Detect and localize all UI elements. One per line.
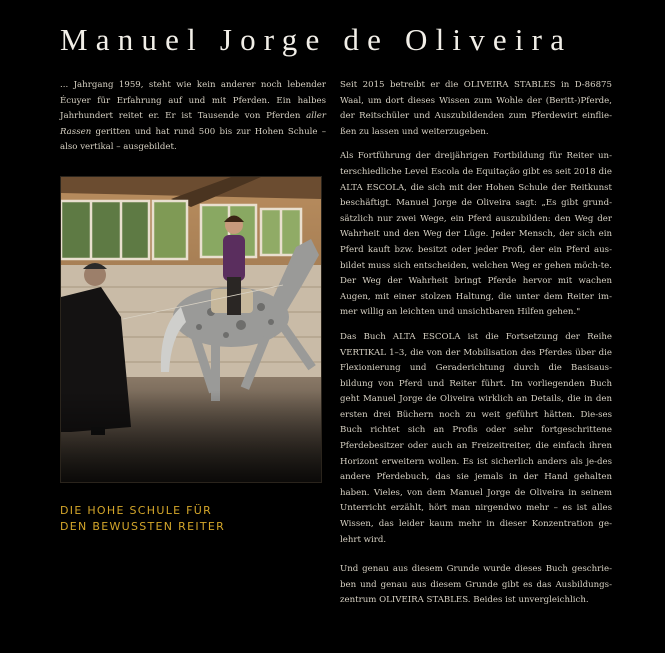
book-title: Manuel Jorge de Oliveira xyxy=(60,22,573,57)
riding-photo xyxy=(60,176,322,483)
rider-horse-photo-icon xyxy=(61,177,321,482)
paragraph-closing: Und genau aus diesem Grunde wurde dieses Buch geschrie-ben und genau aus diesem Grunde gibt es das Ausbildungs-zentrum OLIVEIRA STABLES. Beides ist unvergleichlich. xyxy=(340,564,612,606)
subheading xyxy=(60,503,320,535)
subheading-line-2: DEN BEWUSSTEN REITER xyxy=(60,520,226,533)
subheading-line-1: DIE HOHE SCHULE FÜR xyxy=(60,504,213,517)
paragraph-stables: Seit 2015 betreibt er die OLIVEIRA STABLES in D-86875 Waal, um dort dieses Wissen zum Wohle der (Beritt-)Pferde, der Reitschüler und Auszubildenden zum Pferdewirt einflie-ßen zu lassen und weiterzugeben. xyxy=(340,80,612,137)
intro-paragraph xyxy=(60,78,326,156)
paragraph-book: Das Buch ALTA ESCOLA ist die Fortsetzung der Reihe VERTIKAL 1–3, die von der Mobilisation des Pferdes über die Flexionierung und Geraderichtung durch die Basisaus-bildung von Pferd und Reiter führt. Im vorliegenden Buch geht Manuel Jorge de Oliveira wirklich an Details, die in den ersten drei Büchern noch zu weit geführt hätten. Die-ses Buch richtet sich an Profis oder sehr fortgeschrittene Pferdebesitzer oder auch an Freizeitreiter, die einfach ihren Horizont erweitern wollen. Es ist sicherlich anders als je-des andere Pferdebuch, das sie jemals in der Hand gehalten haben. Vieles, von dem Manuel Jorge de Oliveira in seinem Unterricht erzählt, hört man nirgendwo mehr – es ist alles Wissen, das leider kaum mehr in dieser Konzentration ge-lehrt wird. xyxy=(340,331,612,545)
intro-text-part1: ... Jahrgang 1959, steht wie kein anderer noch lebender Écuyer für Erfahrung auf und mit Pferden. Ein halbes Jahrhundert reitet er. Er ist Tausende von Pferden xyxy=(60,80,326,122)
intro-italic: aller Rassen xyxy=(60,111,326,137)
right-column xyxy=(340,78,612,618)
paragraph-alta-escola: Als Fortführung der dreijährigen Fortbildung für Reiter un-terschiedliche Level Escola de Equitação gibt es seit 2018 die ALTA ESCOLA, die sich mit der Hohen Schule der Reitkunst beschäftigt. Manuel Jorge de Oliveira sagt: „Es gibt grund-sätzlich nur zwei Wege, ein Pferd auszubilden: den Weg der Wahrheit und den Weg der Lüge. Jeder Mensch, der sich ein Pferd kauft bzw. besitzt oder jeder Profi, der ein Pferd aus-bildet muss sich entscheiden, welchen Weg er gehen möch-te. Der Weg der Wahrheit bringt Pferde hervor mit wachen Augen, mit einer stolzen Haltung, die unter dem Reiter im-mer willig an leichten und unsichtbaren Hilfen gehen." xyxy=(340,151,612,318)
intro-text-part2: geritten und hat rund 500 bis zur Hohen Schule – also vertikal – ausgebildet. xyxy=(60,126,326,153)
left-column xyxy=(60,78,326,165)
